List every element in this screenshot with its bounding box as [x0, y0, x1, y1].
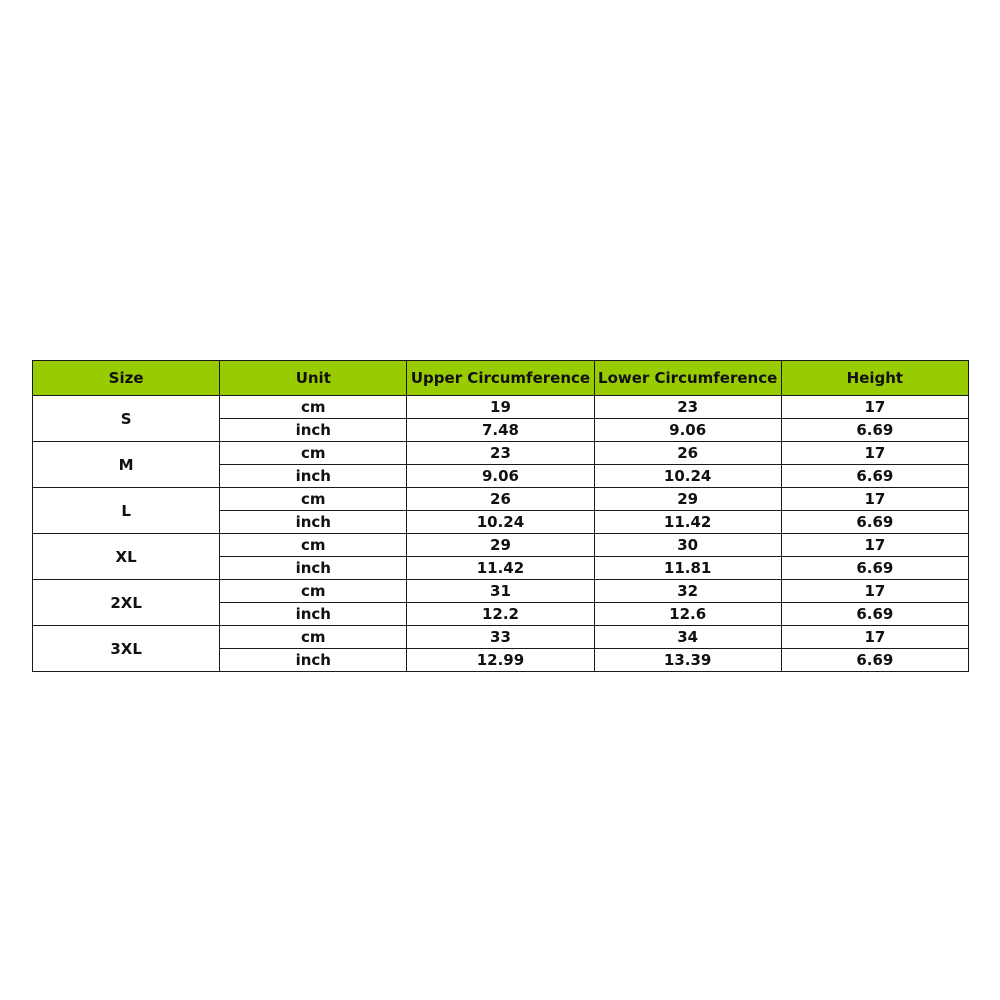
height-cell: 17 — [781, 488, 968, 511]
upper-circumference-cell: 7.48 — [407, 419, 594, 442]
unit-cell: inch — [220, 465, 407, 488]
size-cell: M — [33, 442, 220, 488]
lower-circumference-cell: 11.81 — [594, 557, 781, 580]
unit-cell: cm — [220, 488, 407, 511]
height-cell: 6.69 — [781, 603, 968, 626]
size-cell: S — [33, 396, 220, 442]
header-lower-circumference: Lower Circumference — [594, 361, 781, 396]
unit-cell: inch — [220, 419, 407, 442]
lower-circumference-cell: 10.24 — [594, 465, 781, 488]
unit-cell: cm — [220, 580, 407, 603]
table-row — [33, 534, 969, 557]
upper-circumference-cell: 31 — [407, 580, 594, 603]
upper-circumference-cell: 9.06 — [407, 465, 594, 488]
table-row — [33, 396, 969, 419]
upper-circumference-cell: 10.24 — [407, 511, 594, 534]
upper-circumference-cell: 12.2 — [407, 603, 594, 626]
unit-cell: inch — [220, 557, 407, 580]
unit-cell: cm — [220, 534, 407, 557]
header-unit: Unit — [220, 361, 407, 396]
size-cell: XL — [33, 534, 220, 580]
size-cell: 2XL — [33, 580, 220, 626]
height-cell: 6.69 — [781, 419, 968, 442]
lower-circumference-cell: 11.42 — [594, 511, 781, 534]
unit-cell: inch — [220, 603, 407, 626]
header-height: Height — [781, 361, 968, 396]
height-cell: 17 — [781, 396, 968, 419]
height-cell: 17 — [781, 442, 968, 465]
size-chart-table — [32, 360, 969, 672]
lower-circumference-cell: 32 — [594, 580, 781, 603]
lower-circumference-cell: 13.39 — [594, 649, 781, 672]
lower-circumference-cell: 12.6 — [594, 603, 781, 626]
upper-circumference-cell: 33 — [407, 626, 594, 649]
height-cell: 6.69 — [781, 557, 968, 580]
header-row — [33, 361, 969, 396]
upper-circumference-cell: 29 — [407, 534, 594, 557]
table-header — [33, 361, 969, 396]
upper-circumference-cell: 23 — [407, 442, 594, 465]
upper-circumference-cell: 19 — [407, 396, 594, 419]
table-row — [33, 626, 969, 649]
lower-circumference-cell: 9.06 — [594, 419, 781, 442]
size-cell: L — [33, 488, 220, 534]
table-row — [33, 442, 969, 465]
height-cell: 6.69 — [781, 511, 968, 534]
height-cell: 6.69 — [781, 465, 968, 488]
height-cell: 6.69 — [781, 649, 968, 672]
unit-cell: inch — [220, 649, 407, 672]
height-cell: 17 — [781, 534, 968, 557]
table-body — [33, 396, 969, 672]
unit-cell: cm — [220, 626, 407, 649]
unit-cell: cm — [220, 396, 407, 419]
size-cell: 3XL — [33, 626, 220, 672]
lower-circumference-cell: 34 — [594, 626, 781, 649]
upper-circumference-cell: 26 — [407, 488, 594, 511]
table-row — [33, 580, 969, 603]
header-upper-circumference: Upper Circumference — [407, 361, 594, 396]
header-size: Size — [33, 361, 220, 396]
lower-circumference-cell: 30 — [594, 534, 781, 557]
table-row — [33, 488, 969, 511]
lower-circumference-cell: 29 — [594, 488, 781, 511]
height-cell: 17 — [781, 626, 968, 649]
height-cell: 17 — [781, 580, 968, 603]
upper-circumference-cell: 12.99 — [407, 649, 594, 672]
unit-cell: inch — [220, 511, 407, 534]
lower-circumference-cell: 23 — [594, 396, 781, 419]
unit-cell: cm — [220, 442, 407, 465]
lower-circumference-cell: 26 — [594, 442, 781, 465]
upper-circumference-cell: 11.42 — [407, 557, 594, 580]
